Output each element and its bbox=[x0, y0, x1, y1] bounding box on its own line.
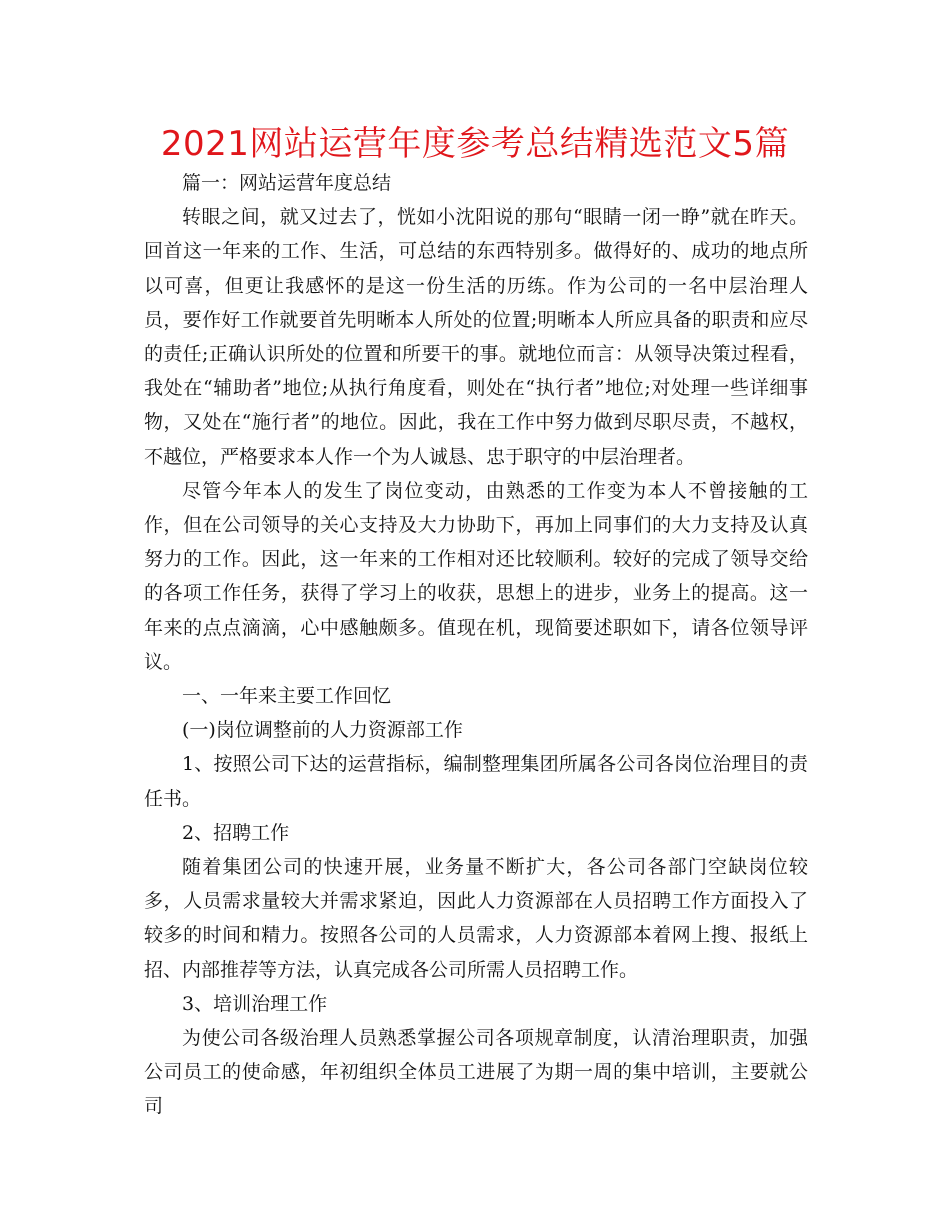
section-heading: 一、一年来主要工作回忆 bbox=[182, 685, 392, 708]
body-paragraph: 随着集团公司的快速开展，业务量不断扩大，各公司各部门空缺岗位较多，人员需求量较大并需求紧迫，因此人力资源部在人员招聘工作方面投入了较多的时间和精力。按照各公司的人员需求，人力资源部本着网上搜、报纸上招、内部推荐等方法，认真完成各公司所需人员招聘工作。 bbox=[144, 856, 808, 981]
subsection-heading: 2、招聘工作 bbox=[182, 821, 290, 844]
subsection-heading: (一)岗位调整前的人力资源部工作 bbox=[182, 719, 463, 742]
section-heading: 篇一：网站运营年度总结 bbox=[182, 172, 392, 194]
document-title: 2021网站运营年度参考总结精选范文5篇 bbox=[160, 124, 790, 164]
body-paragraph: 尽管今年本人的发生了岗位变动，由熟悉的工作变为本人不曾接触的工作，但在公司领导的关心支持及大力协助下，再加上同事们的大力支持及认真努力的工作。因此，这一年来的工作相对还比较顺利。较好的完成了领导交给的各项工作任务，获得了学习上的收获，思想上的进步，业务上的提高。这一年来的点点滴滴，心中感触颇多。值现在机，现简要述职如下，请各位领导评议。 bbox=[144, 479, 808, 673]
body-paragraph: 转眼之间，就又过去了，恍如小沈阳说的那句“眼睛一闭一睁”就在昨天。回首这一年来的工作、生活，可总结的东西特别多。做得好的、成功的地点所以可喜，但更让我感怀的是这一份生活的历练。作为公司的一名中层治理人员，要作好工作就要首先明晰本人所处的位置;明晰本人所应具备的职责和应尽的责任;正确认识所处的位置和所要干的事。就地位而言：从领导决策过程看，我处在“辅助者”地位;从执行角度看，则处在“执行者”地位;对处理一些详细事物，又处在“施行者”的地位。因此，我在工作中努力做到尽职尽责，不越权，不越位，严格要求本人作一个为人诚恳、忠于职守的中层治理者。 bbox=[144, 206, 808, 468]
subsection-heading: 3、培训治理工作 bbox=[182, 992, 328, 1015]
body-paragraph: 1、按照公司下达的运营指标，编制整理集团所属各公司各岗位治理目的责任书。 bbox=[144, 753, 808, 810]
body-paragraph: 为使公司各级治理人员熟悉掌握公司各项规章制度，认清治理职责，加强公司员工的使命感，年初组织全体员工进展了为期一周的集中培训，主要就公司 bbox=[144, 1027, 808, 1118]
document-body bbox=[144, 166, 808, 1124]
